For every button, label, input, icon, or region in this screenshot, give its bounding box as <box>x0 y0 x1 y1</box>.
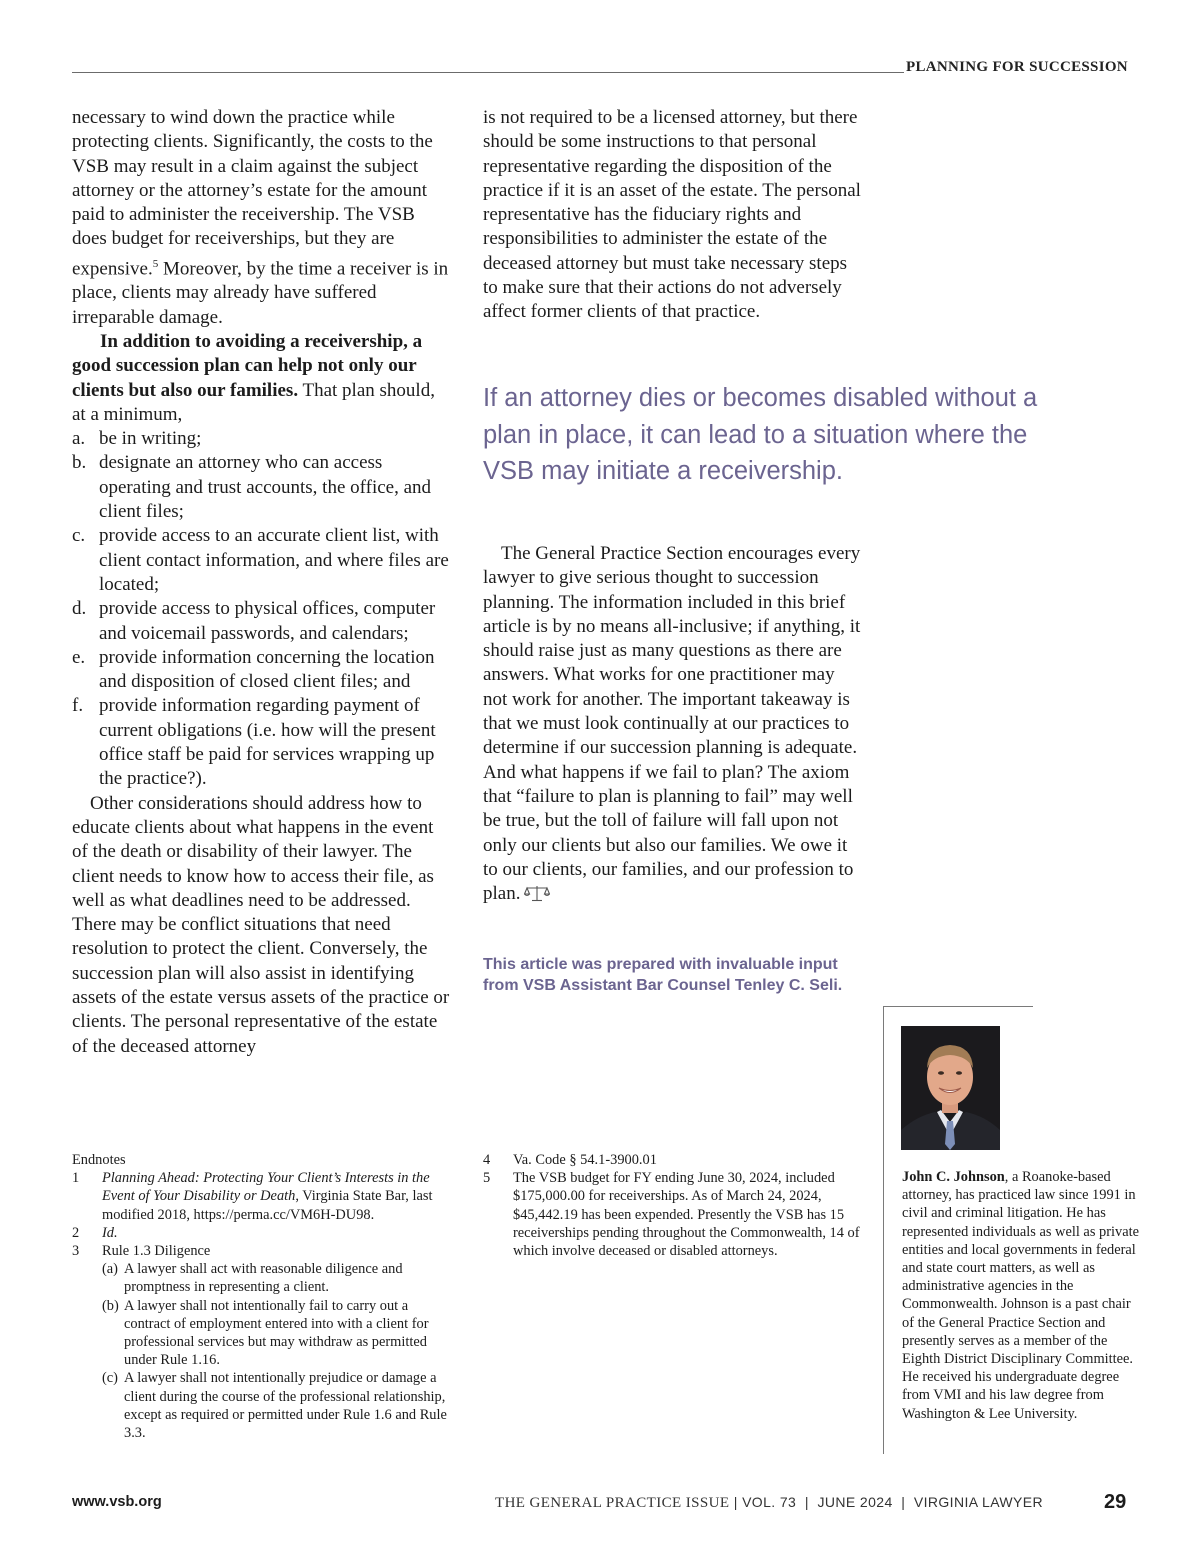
bold-lead-in: In addition to avoiding a receivership, a good succession plan can help not only our clients but also our families. <box>72 331 423 401</box>
header-rule <box>72 72 904 73</box>
endnote-3: 3 Rule 1.3 Diligence <box>72 1243 211 1260</box>
list-item: f. provide information regarding payment of current obligations (i.e. how will the present office staff be paid for services wrapping up the practice?). <box>72 695 436 790</box>
list-item: a. be in writing; <box>72 428 202 450</box>
left-para-3: Other considerations should address how to educate clients about what happens in the event of the death or disability of their lawyer. The client needs to know how to access their file, as well as what deadlines need to be addressed. There may be conflict situations that need resolution to protect the client. Conversely, the succession plan will also assist in identifying assets of the estate versus assets of the practice or clients. The personal representative of the estate of the deceased attorney <box>72 792 450 1057</box>
author-name: John C. Johnson <box>902 1169 1005 1185</box>
left-para-1: necessary to wind down the practice while protecting clients. Significantly, the costs to the VSB may result in a claim against the subject attorney or the attorney’s estate for the amount paid to administer the receivership. The VSB does budget for receiverships, but they are expensive.$^5$ Moreover, by the time a receiver is in place, clients may already have suffered irreparable damage. <box>72 107 449 328</box>
endnote-1: 1 Planning Ahead: Protecting Your Client’s Interests in the Event of Your Disability or Death, Virginia State Bar, last modified 2018, https://perma.cc/VM6H-DU98. <box>72 1170 433 1223</box>
scales-of-justice-icon <box>524 884 550 902</box>
article-credit: This article was prepared with invaluable input from VSB Assistant Bar Counsel Tenley C. Seli. <box>483 956 843 994</box>
right-para-2: The General Practice Section encourages every lawyer to give serious thought to succession planning. The information included in this brief article is by no means all-inclusive; if anything, it should raise just as many questions as there are answers. What works for one practitioner may not work for another. The important takeaway is that we must look continually at our practices to determine if our succession planning is adequate. And what happens if we fail to plan? The axiom that “failure to plan is planning to fail” may well be true, but the toll of failure will fall upon not only our clients but also our families. We owe it to our clients, our families, and our profession to plan. <box>483 543 861 905</box>
right-column-bottom <box>483 542 863 906</box>
pull-quote: If an attorney dies or becomes disabled without a plan in place, it can lead to a situation where the VSB may initiate a receivership. <box>483 384 1038 485</box>
footer-url[interactable]: www.vsb.org <box>72 1494 162 1510</box>
bio-rule-left <box>883 1006 884 1454</box>
page-number: 29 <box>1104 1491 1127 1513</box>
section-label: PLANNING FOR SUCCESSION <box>906 59 1128 75</box>
list-item: c. provide access to an accurate client list, with client contact information, and where files are located; <box>72 525 449 595</box>
footnote-ref-5[interactable]: 5 <box>152 257 159 270</box>
right-column-top <box>483 106 863 325</box>
left-para-2: In addition to avoiding a receivership, a good succession plan can help not only our clients but also our families. That plan should, at a minimum, <box>72 331 435 425</box>
requirements-list <box>72 427 450 791</box>
right-para-1: is not required to be a licensed attorney, but there should be some instructions to that personal representative regarding the disposition of the practice if it is an asset of the estate. The personal representative has the fiduciary rights and responsibilities to administer the estate of the deceased attorney but must take necessary steps to make sure that their actions do not adversely affect former clients of that practice. <box>483 107 861 323</box>
list-item: e. provide information concerning the location and disposition of closed client files; and <box>72 646 435 693</box>
endnotes-right <box>483 1151 863 1260</box>
author-portrait-icon <box>901 1026 1000 1150</box>
bio-rule-top <box>883 1006 1033 1007</box>
rule-item-a: (a) A lawyer shall act with reasonable diligence and promptness in representing a client. <box>102 1261 403 1296</box>
endnote-5: 5 The VSB budget for FY ending June 30, 2024, included $175,000.00 for receiverships. As of March 24, 2024, $45,442.19 has been expended. Presently the VSB has 15 receiverships pending throughout the Commonwealth, 14 of which involve deceased or disabled attorneys. <box>483 1170 860 1260</box>
endnote-2: 2 Id. <box>72 1224 118 1241</box>
author-bio: John C. Johnson, a Roanoke-based attorney, has practiced law since 1991 in civil and criminal litigation. He has represented individuals as well as private entities and local governments in federal and state court matters, as well as administrative agencies in the Commonwealth. Johnson is a past chair of the General Practice Section and presently serves as a member of the Eighth District Disciplinary Committee. He received his undergraduate degree from VMI and his law degree from Washington & Lee University. <box>902 1169 1139 1422</box>
endnotes-heading: Endnotes <box>72 1152 126 1168</box>
author-photo <box>901 1026 1000 1150</box>
endnotes-left <box>72 1151 452 1442</box>
rule-item-b: (b) A lawyer shall not intentionally fail to carry out a contract of employment entered into with a client for professional services but may withdraw as permitted under Rule 1.16. <box>102 1297 429 1369</box>
footer-issue: THE GENERAL PRACTICE ISSUE | VOL. 73 | JUNE 2024 | VIRGINIA LAWYER <box>495 1494 1044 1511</box>
list-item: b. designate an attorney who can access operating and trust accounts, the office, and client files; <box>72 452 432 523</box>
endnote-4: 4 Va. Code § 54.1-3900.01 <box>483 1152 657 1168</box>
list-item: d. provide access to physical offices, computer and voicemail passwords, and calendars; <box>72 598 436 644</box>
left-column <box>72 106 450 1059</box>
rule-item-c: (c) A lawyer shall not intentionally prejudice or damage a client during the course of the professional relationship, except as required or permitted under Rule 1.6 and Rule 3.3. <box>102 1370 447 1442</box>
